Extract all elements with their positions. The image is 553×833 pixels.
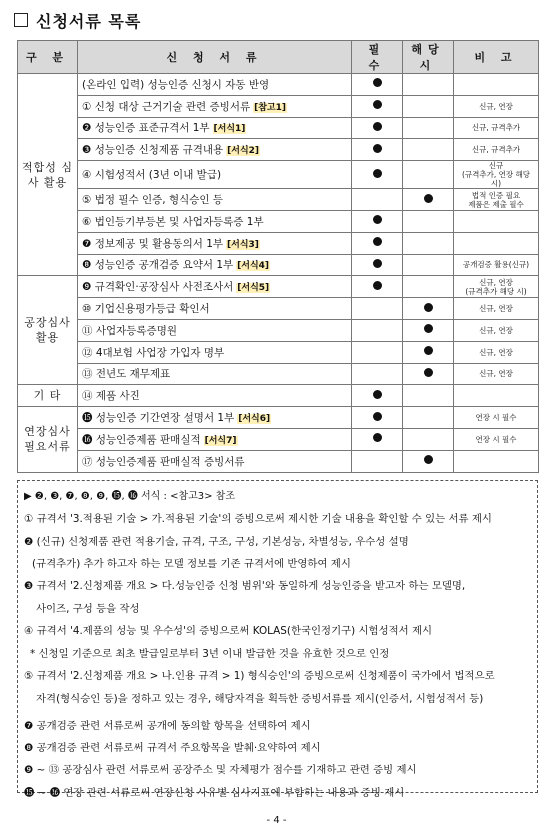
note-line: ⓯ ~ ⓰ 연장 관련 서류로써 연장신청 사유별 심사지표에 부합하는 내용과 증빙 제시 [24, 787, 405, 799]
category-cell: 기 타 [18, 385, 78, 407]
when-applicable-cell [403, 319, 454, 341]
document-cell [78, 210, 352, 232]
document-name: ❾ 규격확인·공장심사 사전조사서 [82, 281, 234, 294]
when-applicable-cell [403, 95, 454, 117]
when-applicable-cell [403, 428, 454, 450]
when-applicable-cell [403, 254, 454, 276]
document-name: ❷ 성능인증 표준규격서 1부 [82, 122, 210, 135]
table-row [18, 139, 539, 161]
table-row [18, 95, 539, 117]
when-applicable-cell [403, 74, 454, 96]
checkbox-square-icon [14, 13, 28, 27]
form-reference-tag: [서식7] [204, 435, 237, 446]
required-cell [352, 276, 403, 298]
header-category: 구 분 [18, 41, 78, 74]
when-applicable-cell [403, 276, 454, 298]
when-applicable-cell [403, 341, 454, 363]
table-row [18, 189, 539, 211]
required-cell [352, 189, 403, 211]
required-cell [352, 74, 403, 96]
header-when-applicable: 해당 시 [403, 41, 454, 74]
document-name: ⑭ 제품 사진 [82, 390, 140, 403]
note-line: ❾ ~ ⑬ 공장심사 관련 서류로써 공장주소 및 자체평가 점수를 기재하고 관련 증빙 제시 [24, 764, 417, 776]
document-name: ❸ 성능인증 신청제품 규격내용 [82, 144, 224, 157]
document-name: (온라인 입력) 성능인증 신청시 자동 반영 [82, 78, 270, 91]
remark-cell: 공개검증 활용(신규) [454, 254, 539, 276]
bullet-dot-icon [424, 324, 433, 333]
when-applicable-cell [403, 161, 454, 189]
note-line: ❽ 공개검증 관련 서류로써 규격서 주요항목을 발췌·요약하여 제시 [24, 742, 321, 754]
bullet-dot-icon [373, 144, 382, 153]
when-applicable-cell [403, 139, 454, 161]
required-cell [352, 319, 403, 341]
remark-cell [454, 450, 539, 472]
bullet-dot-icon [373, 78, 382, 87]
required-cell [352, 385, 403, 407]
page-title: 신청서류 목록 [36, 11, 142, 31]
remark-cell: 신규, 규격추가 [454, 139, 539, 161]
remark-cell: 신규 (규격추가, 연장 해당 시) [454, 161, 539, 189]
required-cell [352, 210, 403, 232]
table-row [18, 117, 539, 139]
bullet-dot-icon [373, 122, 382, 131]
note-line: ⑤ 규격서 '2.신청제품 개요 > 나.인용 규격 > 1) 형식승인'의 증빙으로써 신청제품이 국가에서 법적으로 [24, 670, 495, 682]
document-cell [78, 74, 352, 96]
bullet-dot-icon [424, 346, 433, 355]
required-cell [352, 298, 403, 320]
notes-box [17, 480, 538, 799]
document-cell [78, 189, 352, 211]
document-name: ⑫ 4대보험 사업장 가입자 명부 [82, 346, 225, 359]
document-name: ❽ 성능인증 공개검증 요약서 1부 [82, 259, 234, 272]
document-name: ④ 시험성적서 (3년 이내 발급) [82, 169, 222, 182]
remark-cell: 신규, 연장 [454, 319, 539, 341]
note-line: ❸ 규격서 '2.신청제품 개요 > 다.성능인증 신청 범위'와 동일하게 성능인증을 받고자 하는 모델명, [24, 580, 466, 592]
bullet-dot-icon [373, 433, 382, 442]
document-cell [78, 450, 352, 472]
bullet-dot-icon [424, 368, 433, 377]
remark-cell: 신규, 규격추가 [454, 117, 539, 139]
category-cell: 적합성 심사 활용 [18, 74, 78, 276]
form-reference-tag: [서식6] [238, 414, 271, 425]
remark-cell: 연장 시 필수 [454, 428, 539, 450]
form-reference-tag: [서식4] [237, 261, 270, 272]
table-row [18, 407, 539, 429]
table-row [18, 450, 539, 472]
remark-cell [454, 232, 539, 254]
note-line: ① 규격서 '3.적용된 기술 > 가.적용된 기술'의 증빙으로써 제시한 기술 내용을 확인할 수 있는 서류 제시 [24, 513, 492, 525]
bullet-dot-icon [373, 390, 382, 399]
table-row [18, 210, 539, 232]
table-row [18, 363, 539, 385]
document-cell [78, 341, 352, 363]
note-line: 자격(형식승인 등)을 정하고 있는 경우, 해당자격을 획득한 증빙서류를 제시(인증서, 시험성적서 등) [36, 693, 484, 705]
required-cell [352, 161, 403, 189]
note-line: (규격추가) 추가 하고자 하는 모델 정보를 기존 규격서에 반영하여 제시 [32, 558, 351, 570]
when-applicable-cell [403, 210, 454, 232]
table-row [18, 74, 539, 96]
required-cell [352, 407, 403, 429]
bullet-dot-icon [424, 455, 433, 464]
required-cell [352, 254, 403, 276]
note-line: ❼ 공개검증 관련 서류로써 공개에 동의할 항목을 선택하여 제시 [24, 720, 311, 732]
document-name: ⑥ 법인등기부등본 및 사업자등록증 1부 [82, 215, 264, 228]
remark-cell: 신규, 연장 [454, 95, 539, 117]
required-cell [352, 232, 403, 254]
document-cell [78, 385, 352, 407]
table-row [18, 341, 539, 363]
table-header-row [18, 41, 539, 74]
document-cell [78, 232, 352, 254]
document-cell [78, 276, 352, 298]
document-cell [78, 117, 352, 139]
bullet-dot-icon [373, 237, 382, 246]
document-cell [78, 254, 352, 276]
table-row [18, 428, 539, 450]
table-row [18, 254, 539, 276]
bullet-dot-icon [373, 412, 382, 421]
required-cell [352, 428, 403, 450]
remark-cell: 신규, 연장 (규격추가 해당 시) [454, 276, 539, 298]
required-cell [352, 363, 403, 385]
required-cell [352, 117, 403, 139]
required-cell [352, 341, 403, 363]
table-row [18, 276, 539, 298]
required-cell [352, 95, 403, 117]
when-applicable-cell [403, 298, 454, 320]
form-reference-tag: [참고1] [254, 102, 286, 113]
remark-cell: 신규, 연장 [454, 363, 539, 385]
category-cell: 연장심사 필요서류 [18, 407, 78, 472]
bullet-dot-icon [373, 281, 382, 290]
category-cell: 공장심사 활용 [18, 276, 78, 385]
form-reference-tag: [서식5] [237, 283, 270, 294]
header-required: 필 수 [352, 41, 403, 74]
bullet-dot-icon [373, 100, 382, 109]
when-applicable-cell [403, 363, 454, 385]
form-reference-tag: [서식1] [213, 124, 246, 135]
remark-cell [454, 385, 539, 407]
note-line: * 신청일 기준으로 최초 발급일로부터 3년 이내 발급한 것을 유효한 것으로 인정 [30, 648, 390, 660]
required-cell [352, 450, 403, 472]
remark-cell: 연장 시 필수 [454, 407, 539, 429]
document-name: ⑩ 기업신용평가등급 확인서 [82, 303, 210, 316]
form-reference-tag: [서식3] [227, 239, 259, 250]
document-name: ⑬ 전년도 재무제표 [82, 368, 171, 381]
bullet-dot-icon [424, 194, 433, 203]
header-document: 신 청 서 류 [78, 41, 352, 74]
when-applicable-cell [403, 232, 454, 254]
when-applicable-cell [403, 450, 454, 472]
when-applicable-cell [403, 385, 454, 407]
document-cell [78, 407, 352, 429]
note-line: 사이즈, 구성 등을 작성 [36, 603, 140, 615]
document-cell [78, 428, 352, 450]
table-row [18, 232, 539, 254]
document-name: ① 신청 대상 근거기술 관련 증빙서류 [82, 100, 251, 113]
document-cell [78, 139, 352, 161]
document-cell [78, 161, 352, 189]
when-applicable-cell [403, 407, 454, 429]
document-name: ⑪ 사업자등록증명원 [82, 324, 177, 337]
document-cell [78, 319, 352, 341]
page-heading [14, 8, 141, 32]
header-remark: 비 고 [454, 41, 539, 74]
table-row [18, 385, 539, 407]
remark-cell [454, 210, 539, 232]
when-applicable-cell [403, 117, 454, 139]
form-reference-tag: [서식2] [227, 146, 260, 157]
document-name: ⓰ 성능인증제품 판매실적 [82, 433, 201, 446]
document-cell [78, 95, 352, 117]
document-name: ⑤ 법정 필수 인증, 형식승인 등 [82, 194, 224, 207]
document-list-table [17, 40, 539, 473]
bullet-dot-icon [424, 303, 433, 312]
document-name: ⑰ 성능인증제품 판매실적 증빙서류 [82, 455, 245, 468]
remark-cell: 신규, 연장 [454, 298, 539, 320]
note-line: ▶ ❷, ❸, ❼, ❽, ❾, ⓯, ⓰ 서식 : <참고3> 참조 [24, 491, 236, 502]
table-row [18, 161, 539, 189]
table-row [18, 319, 539, 341]
required-cell [352, 139, 403, 161]
remark-cell: 신규, 연장 [454, 341, 539, 363]
remark-cell [454, 74, 539, 96]
bullet-dot-icon [373, 215, 382, 224]
document-cell [78, 363, 352, 385]
table-row [18, 298, 539, 320]
bullet-dot-icon [373, 259, 382, 268]
note-line: ④ 규격서 '4.제품의 성능 및 우수성'의 증빙으로써 KOLAS(한국인정기구) 시험성적서 제시 [24, 625, 433, 637]
note-line: ❷ (신규) 신청제품 관련 적용기술, 규격, 구조, 구성, 기본성능, 차별성능, 우수성 설명 [24, 536, 409, 548]
document-cell [78, 298, 352, 320]
bullet-dot-icon [373, 169, 382, 178]
remark-cell: 법적 인증 필요 제품은 제출 필수 [454, 189, 539, 211]
document-name: ⓯ 성능인증 기간연장 설명서 1부 [82, 412, 235, 425]
page-number: - 4 - [266, 815, 287, 826]
when-applicable-cell [403, 189, 454, 211]
document-name: ❼ 정보제공 및 활용동의서 1부 [82, 237, 224, 250]
